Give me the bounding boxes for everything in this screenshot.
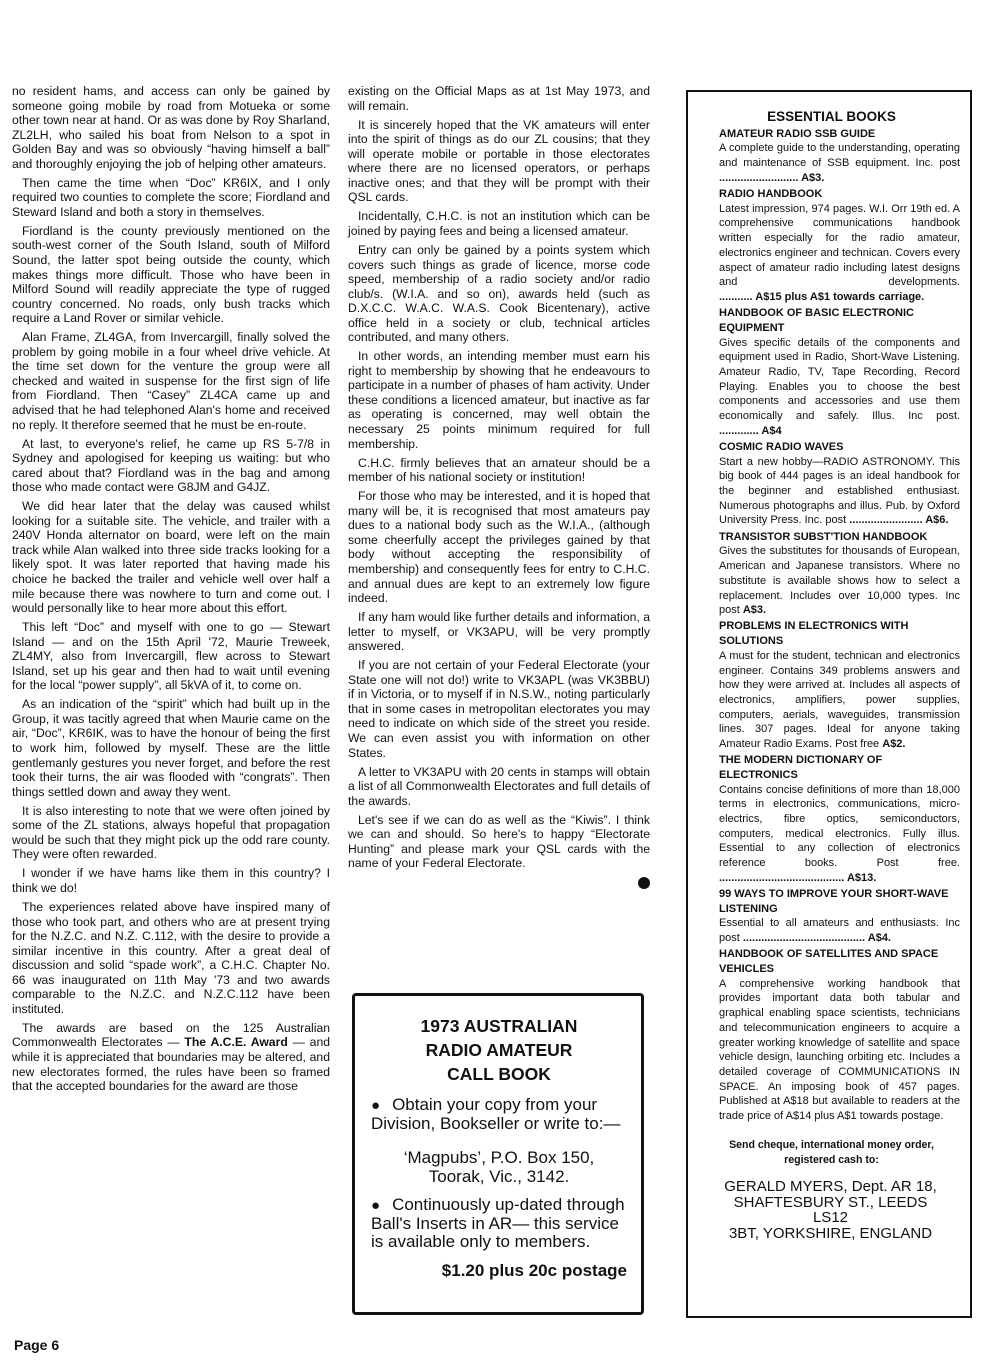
- book-description: A complete guide to the understanding, operating and maintenance of SSB equipment. Inc. post .......................... A$3.: [719, 142, 960, 184]
- book-title: COSMIC RADIO WAVES: [719, 440, 844, 453]
- article-paragraph: The experiences related above have inspired many of those who took part, and others who are at present trying for the N.Z.C. and N.Z. C.112, with the desire to provide a similar incentive in this country. After a great deal of discussion and solid “spade work”, a C.H.C. Chapter No. 66 was inaugurated on 11th May '73 and two awards comparable to the N.Z.C. and N.Z.C.112 have been instituted.: [12, 899, 330, 1016]
- order-instructions: [719, 1138, 960, 1167]
- book-title: PROBLEMS IN ELECTRONICS WITH SOLUTIONS: [719, 620, 909, 648]
- book-title: THE MODERN DICTIONARY OF ELECTRONICS: [719, 754, 883, 781]
- order-line: Send cheque, international money order,: [729, 1138, 934, 1151]
- article-paragraph: This left “Doc” and myself with one to go — Stewart Island — and on the 15th April '72, Maurie Treweek, ZL4MY, also from Invercargill, flew across to Stewart Island, set up his gear and then had to wait until evening for the local “power supply”, all 5kVA of it, to come on.: [12, 620, 330, 693]
- call-book-address-line: ‘Magpubs’, P.O. Box 150,: [403, 1147, 595, 1167]
- bullet-icon: ●: [371, 1196, 381, 1214]
- seller-address-line: GERALD MYERS, Dept. AR 18,: [724, 1178, 937, 1196]
- bullet-icon: ●: [371, 1097, 381, 1114]
- call-book-item-text: Obtain your copy from your Division, Bookseller or write to:—: [371, 1095, 621, 1134]
- call-book-address: [371, 1148, 627, 1186]
- book-price: ......................................... A$13.: [719, 871, 877, 884]
- books-heading: ESSENTIAL BOOKS: [767, 109, 896, 124]
- book-description: Contains concise definitions of more than 18,000 terms in electronics, communications, micro-electrics, fibre optics, semiconductors, computers, medical electronics. Fully illus. Essential to any collection of electronics reference books. Post free. ......................................... A$13.: [719, 783, 960, 884]
- book-description: Essential to all amateurs and enthusiasts. Inc post ........................................ A$4.: [719, 917, 960, 945]
- book-price: ............. A$4: [719, 424, 782, 437]
- seller-address: [719, 1179, 960, 1241]
- article-paragraph-awards: [12, 1021, 330, 1094]
- call-book-title-line: CALL BOOK: [447, 1064, 551, 1084]
- book-entry: [719, 753, 960, 885]
- article-paragraph: Then came the time when “Doc” KR6IX, and I only required two counties to complete the score; Fiordland and Steward Island and both a story in themselves.: [12, 175, 330, 219]
- call-book-item: [371, 1096, 627, 1134]
- end-bullet-icon: [638, 877, 650, 889]
- article-paragraph: It is also interesting to note that we were often joined by some of the ZL stations, always hopeful that propagation would be such that they might pick up the odd rare county. They were often rewarded.: [12, 803, 330, 862]
- book-entry: [719, 530, 960, 618]
- book-title: HANDBOOK OF SATELLITES AND SPACE VEHICLES: [719, 948, 939, 976]
- article-paragraph: C.H.C. firmly believes that an amateur should be a member of his national society or institution!: [348, 455, 650, 485]
- book-entry: [719, 947, 960, 1123]
- call-book-item: [371, 1196, 627, 1252]
- book-title: AMATEUR RADIO SSB GUIDE: [719, 127, 876, 140]
- call-book-title-line: RADIO AMATEUR: [425, 1040, 573, 1060]
- call-book-item-text: Continuously up-dated through Ball's Inserts in AR— this service is available only to members.: [371, 1194, 625, 1252]
- article-paragraph: If you are not certain of your Federal Electorate (your State one will not do!) write to VK3APL (was VK3BBU) if in Victoria, or to myself if in N.S.W., noting particularly that in some cases in metropolitan electorates you may need to indicate on which side of the street you reside. We can even assist you with information on other States.: [348, 658, 650, 760]
- book-description: Gives specific details of the components and equipment used in Radio, Short-Wave Listening. Amateur Radio, TV, Tape Recording, Record Playing. Enables you to choose the best components and accessories and use them economically and safely. Illus. Inc post. ............. A$4: [719, 336, 960, 437]
- book-title: TRANSISTOR SUBST'TION HANDBOOK: [719, 530, 928, 543]
- article-paragraph: existing on the Official Maps as at 1st May 1973, and will remain.: [348, 84, 650, 113]
- article-paragraph: A letter to VK3APU with 20 cents in stamps will obtain a list of all Commonwealth Electorates and full details of the awards.: [348, 764, 650, 808]
- book-price: A$2.: [882, 738, 906, 751]
- article-paragraph: At last, to everyone's relief, he came up RS 5-7/8 in Sydney and apologised for keeping us waiting: but who cared about that? Fiordland was in the bag and among those who made contact were G8JM and G4JZ.: [12, 436, 330, 495]
- awards-text-end: — and while it is appreciated that boundaries may be altered, and new electorates formed, the rules have been so framed that the accepted boundaries for the award are those: [12, 1035, 331, 1094]
- book-price: ........... A$15 plus A$1 towards carriage.: [719, 290, 925, 303]
- order-line: registered cash to:: [784, 1153, 879, 1166]
- book-description: Latest impression, 974 pages. W.I. Orr 19th ed. A comprehensive communications handbook written especially for the radio amateur, electronics engineer and technican. Covers every aspect of amateur radio including latest designs and developments. ........... A$15 plus A$1 towards carriage.: [719, 202, 960, 303]
- book-price: ........................................ A$4.: [742, 932, 891, 945]
- article-paragraph: I wonder if we have hams like them in this country? I think we do!: [12, 866, 330, 895]
- article-paragraph: As an indication of the “spirit” which had built up in the Group, it was tacitly agreed that when Maurie came on the air, “Doc”, KR6IK, was to have the honour of being the first to work him, followed by myself. These are the little gentlemanly gestures you never forget, and before the rest took their turns, the air was flooded with “congrats”. Then things settled down and away they went.: [12, 697, 330, 799]
- article-column-2: [348, 84, 650, 889]
- article-paragraph: For those who may be interested, and it is hoped that many will be, it is recognised that most amateurs pay dues to a national body such as the W.I.A., (although some cheerfully accept the privileges gained by that body without accepting the responsibility of membership) and consequently fees for entry to C.H.C. and annual dues are kept to an extremely low figure indeed.: [348, 489, 650, 606]
- call-book-title: [371, 1014, 627, 1086]
- article-paragraph: Let's see if we can do as well as the “Kiwis”. I think we can and should. So here's to happy “Electorate Hunting” and please mark your QSL cards with the name of your Federal Electorate.: [348, 812, 650, 871]
- article-paragraph: Incidentally, C.H.C. is not an institution which can be joined by paying fees and being a licensed amateur.: [348, 209, 650, 238]
- call-book-price: $1.20 plus 20c postage: [441, 1261, 627, 1281]
- book-price: A$3.: [742, 604, 767, 617]
- article-column-1: [12, 84, 330, 1098]
- awards-text-start: The awards are based on the 125 Australian Commonwealth Electorates —: [12, 1020, 330, 1050]
- book-description: A comprehensive working handbook that provides important data both tabular and graphical enabling space scientists, technicians and telecommunication engineers to acquire a greater working knowledge of satellite and space vehicle design, launching orbiting etc. Includes a detailed coverage of COMMUNICATIONS IN SPACE. An imposing book of 457 pages. Published at A$18 but available to readers at the trade price of A$14 plus A$1 towards postage.: [719, 977, 960, 1123]
- article-paragraph: Alan Frame, ZL4GA, from Invercargill, finally solved the problem by going mobile in a four wheel drive vehicle. At the time set down for the venture the group were all checked and waited in suspense for the first sign of life from Fiordland. Then “Casey” ZL4CA came up and advised that he had telephoned Alan's home and received no reply. It therefore seemed that he must be en-route.: [12, 330, 330, 432]
- book-entry: [719, 619, 960, 751]
- book-entry: [719, 887, 960, 946]
- article-paragraph: In other words, an intending member must earn his right to membership by showing that he endeavours to participate in a number of phases of ham activity. Under these conditions a licenced amateur, but inactive as far as operating is concerned, may well obtain the necessary 25 points minimum required for full membership.: [348, 349, 650, 451]
- book-entry: [719, 187, 960, 305]
- article-paragraph: We did hear later that the delay was caused whilst looking for a suitable site. The vehicle, and trailer with a 240V Honda alternator on board, were left on the main track while Alan walked into three side tracks looking for a likely spot. It was later reported that having made his choice he backed the trailer and vehicle well over half a mile because there was nowhere to turn and come out. I would personally like to hear more about this effort.: [12, 499, 330, 616]
- page-number: Page 6: [14, 1337, 60, 1353]
- book-title: 99 WAYS TO IMPROVE YOUR SHORT-WAVE LISTENING: [719, 888, 949, 915]
- book-title: RADIO HANDBOOK: [719, 188, 823, 201]
- book-entry: [719, 440, 960, 528]
- article-paragraph: Entry can only be gained by a points system which covers such things as grade of licence, morse code speed, membership of a radio society and/or radio club/s. (W.I.A. and so on), awards held (such as D.X.C.C. W.A.C. W.A.S. Cook Bicentenary), active office held in a society or club, technical articles contributed, and many others.: [348, 242, 650, 345]
- seller-address-line: 3BT, YORKSHIRE, ENGLAND: [728, 1225, 933, 1242]
- article-paragraph: If any ham would like further details and information, a letter to myself, or VK3APU, will be very promptly answered.: [348, 610, 650, 654]
- article-paragraph: no resident hams, and access can only be gained by someone going mobile by road from Motueka or some other town near at hand. Or as was done by Roy Sharland, ZL2LH, who sailed his boat from Nelson to a spot in Golden Bay and was so obviously “having himself a ball” and thoroughly enjoying the job of helping other amateurs.: [12, 84, 330, 171]
- call-book-address-line: Toorak, Vic., 3142.: [428, 1166, 570, 1186]
- book-description: Start a new hobby—RADIO ASTRONOMY. This big book of 444 pages is an ideal handbook for the beginner and established enthusiast. Numerous photographs and illus. Pub. by Oxford University Press. Inc. post ........................ A$6.: [719, 455, 960, 527]
- article-paragraph: Fiordland is the county previously mentioned on the south-west corner of the South Island, south of Milford Sound, the latter spot being outside the county, which makes things more difficult. Those who have been in Milford Sound will readily appreciate the type of rugged country concerned. No roads, only bush tracks which require a Land Rover or similar vehicle.: [12, 223, 330, 326]
- book-entry: [719, 127, 960, 186]
- book-price: ........................ A$6.: [849, 514, 949, 527]
- book-description: A must for the student, technican and electronics engineer. Contains 349 problems answers and how they were arrived at. Includes all aspects of electronics, amplifiers, power supplies, computers, aerials, waveguides, transmission lines. 307 pages. Ideal for anyone taking Amateur Radio Exams. Post free A$2.: [719, 649, 960, 751]
- seller-address-line: SHAFTESBURY ST., LEEDS LS12: [733, 1193, 928, 1227]
- call-book-title-line: 1973 AUSTRALIAN: [420, 1016, 578, 1036]
- ace-award-name: The A.C.E. Award: [184, 1035, 288, 1050]
- book-title: HANDBOOK OF BASIC ELECTRONIC EQUIPMENT: [719, 307, 914, 334]
- book-price: .......................... A$3.: [719, 171, 825, 184]
- essential-books-advert: [686, 90, 972, 1318]
- book-entry: [719, 306, 960, 438]
- article-paragraph: It is sincerely hoped that the VK amateurs will enter into the spirit of things as do our ZL cousins; that they will operate mobile or portable in those electorates where there are no licensed operators, or perhaps inactive ones; and that they will be prompt with their QSL cards.: [348, 117, 650, 205]
- call-book-advert: [352, 993, 644, 1315]
- book-description: Gives the substitutes for thousands of European, American and Japanese transistors. Where no substitute is available shows how to select a replacement. Includes over 10,000 types. Inc post A$3.: [719, 545, 960, 617]
